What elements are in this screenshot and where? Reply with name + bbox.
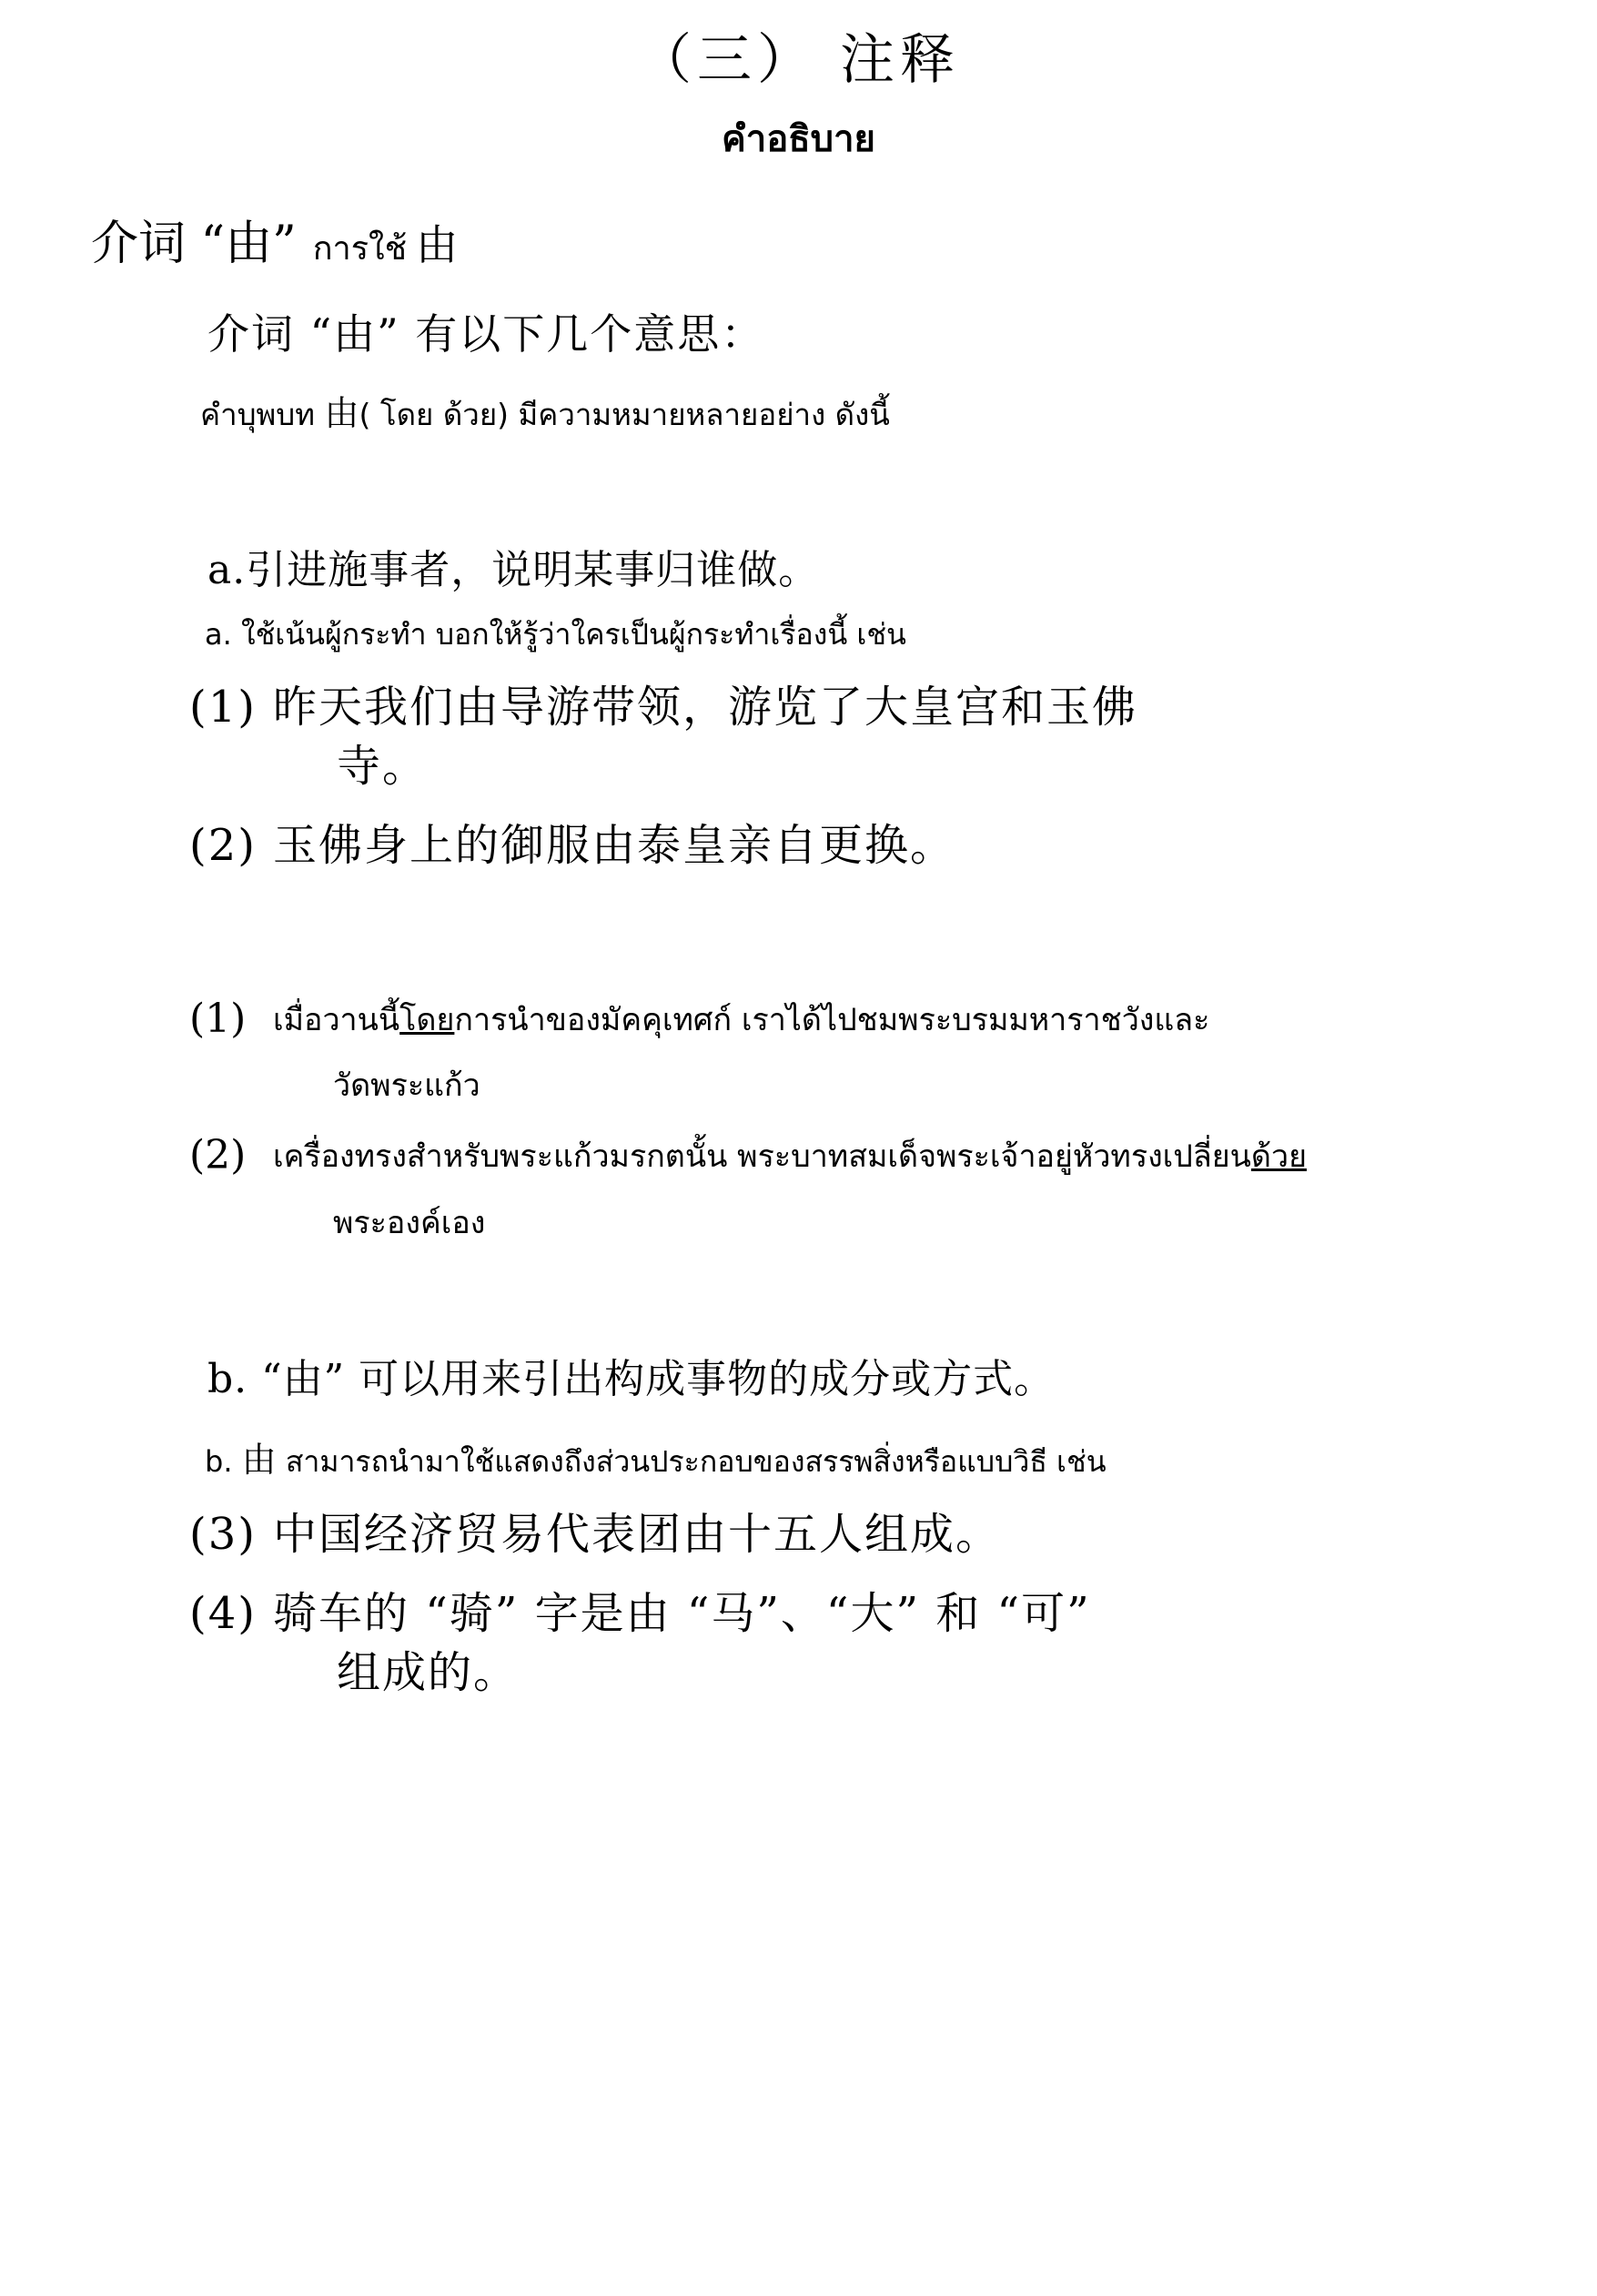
section-heading-chinese: 介词 “由”: [91, 217, 297, 271]
example-1-thai-text: [273, 996, 1474, 1111]
section-heading-char: 由: [416, 220, 459, 269]
example-2-number: (2): [189, 819, 257, 871]
point-b-thai-after: สามารถนำมาใช้แสดงถึงส่วนประกอบของสรรพสิ่งหรือแบบวิธี เช่น: [285, 1444, 1107, 1480]
example-4-number: (4): [189, 1587, 257, 1639]
example-2-chinese: [189, 816, 1542, 875]
lead-thai-char: 由: [324, 393, 359, 434]
example-1-number: (1): [189, 682, 257, 733]
point-b-thai: [205, 1431, 1542, 1485]
page-title-thai: คำอธิบาย: [722, 118, 875, 160]
example-1-thai-pre: เมื่อวานนี้: [273, 1001, 400, 1038]
section-heading-thai: การใช้: [312, 230, 408, 268]
example-4-text: [273, 1584, 1456, 1703]
example-1-chinese: [189, 678, 1542, 796]
point-b-thai-before: b.: [205, 1444, 233, 1480]
example-1-text: [273, 678, 1456, 796]
example-2-thai-number: (2): [189, 1132, 247, 1179]
example-1-thai-continuation: วัดพระแก้ว: [333, 1067, 480, 1104]
example-1-thai-number: (1): [189, 995, 247, 1042]
example-3-chinese: [189, 1505, 1542, 1564]
document-page: [0, 16, 1597, 2296]
example-3-number: (3): [189, 1509, 257, 1561]
example-1-line2: 寺。: [337, 740, 429, 792]
point-b-chinese: b. “由” 可以用来引出构成事物的成分或方式。: [207, 1356, 1056, 1403]
example-4-line1: 骑车的 “骑” 字是由 “马”、“大” 和 “可”: [273, 1587, 1091, 1639]
point-b-thai-char: 由: [241, 1440, 277, 1481]
example-4-chinese: [189, 1584, 1542, 1703]
page-title-chinese: （三） 注释: [636, 28, 961, 92]
example-1-thai-underlined: โดย: [399, 1001, 455, 1038]
example-1-thai-post: การนำของมัคคุเทศก์ เราได้ไปชมพระบรมมหาราชวังและ: [454, 1001, 1210, 1038]
example-2-thai: [189, 1132, 1542, 1248]
lead-thai-after: ( โดย ด้วย) มีความหมายหลายอย่าง ดังนี้: [359, 397, 890, 433]
example-2-thai-pre: เครื่องทรงสำหรับพระแก้วมรกตนั้น พระบาทสมเด็จพระเจ้าอยู่หัวทรงเปลี่ยน: [273, 1138, 1251, 1176]
example-1-thai: [189, 996, 1542, 1111]
example-2-thai-text: [273, 1132, 1474, 1248]
point-a-chinese: a.引进施事者，说明某事归谁做。: [207, 547, 820, 594]
section-heading: [91, 218, 1542, 270]
example-2-thai-continuation: พระองค์เอง: [333, 1204, 486, 1241]
example-4-line2: 组成的。: [337, 1646, 520, 1698]
lead-thai: [200, 385, 1542, 439]
lead-chinese: 介词 “由” 有以下几个意思：: [207, 309, 765, 359]
example-1-line1: 昨天我们由导游带领，游览了大皇宫和玉佛: [273, 682, 1138, 733]
example-3-text: 中国经济贸易代表团由十五人组成。: [273, 1509, 1002, 1561]
lead-thai-before: คำบุพบท: [200, 397, 316, 433]
point-a-thai: a. ใช้เน้นผู้กระทำ บอกให้รู้ว่าใครเป็นผู้กระทำเรื่องนี้ เช่น: [205, 617, 906, 652]
example-2-thai-underlined: ด้วย: [1250, 1138, 1307, 1176]
example-2-text: 玉佛身上的御服由泰皇亲自更换。: [273, 819, 956, 871]
